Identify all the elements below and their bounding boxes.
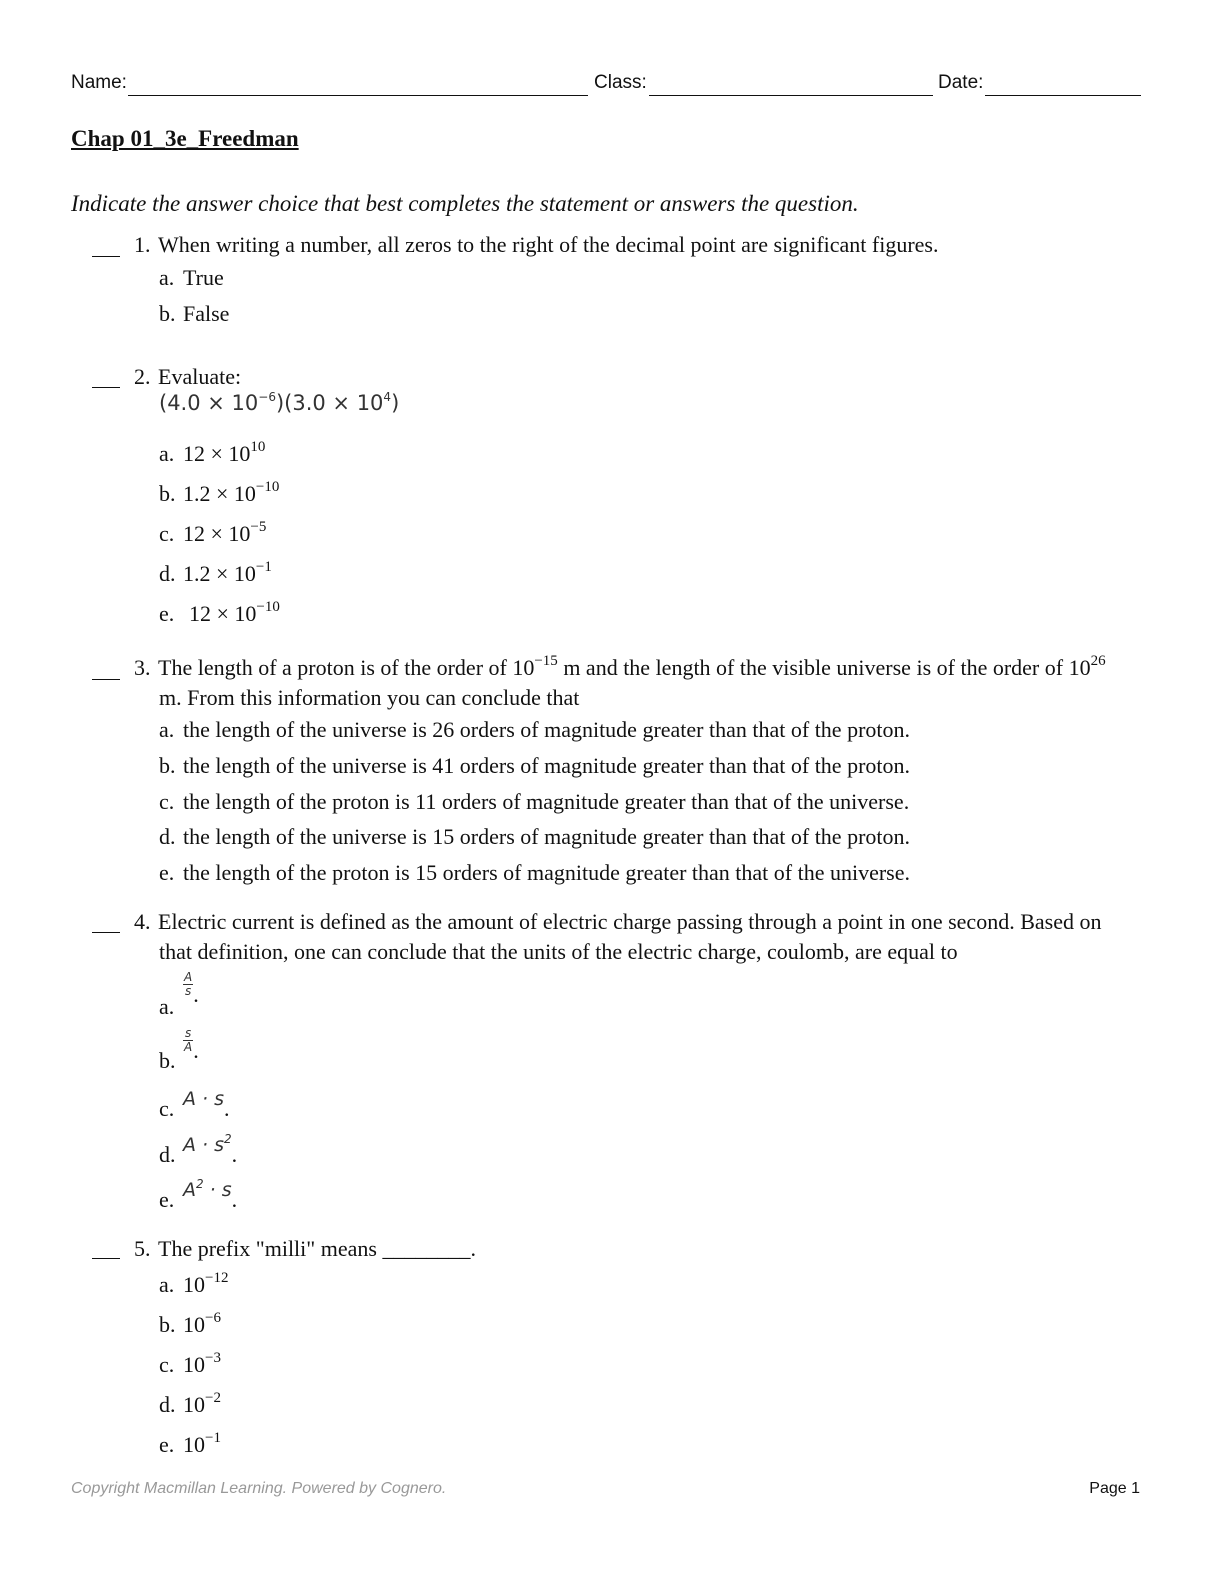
option-q3-c[interactable]: c. the length of the proton is 11 orders of magnitude greater than that of the universe. — [159, 789, 910, 814]
option-q3-d[interactable]: d. the length of the universe is 15 orders of magnitude greater than that of the proton. — [159, 824, 911, 849]
option-q3-b[interactable]: b. the length of the universe is 41 orders of magnitude greater than that of the proton. — [159, 753, 911, 778]
option-q5-b[interactable]: b. $10^{-6}$ — [159, 1310, 221, 1337]
question-number: 2. — [134, 364, 151, 389]
option-q5-e[interactable]: e. $10^{-1}$ — [159, 1430, 221, 1457]
option-q2-c[interactable]: c. $12 \times 10^{-5}$ — [159, 519, 267, 546]
question-5: 5. The prefix "milli" means ________. — [134, 1236, 476, 1261]
question-text: When writing a number, all zeros to the right of the decimal point are significant figures. — [158, 232, 939, 257]
option-q3-e[interactable]: e. the length of the proton is 15 orders of magnitude greater than that of the universe. — [159, 860, 911, 885]
answer-blank-q1[interactable] — [92, 256, 120, 257]
option-q5-d[interactable]: d. $10^{-2}$ — [159, 1390, 221, 1417]
name-label: Name: — [71, 72, 127, 93]
instructions: Indicate the answer choice that best completes the statement or answers the question. — [71, 191, 859, 216]
class-label: Class: — [594, 72, 647, 93]
chapter-title: Chap 01_3e_Freedman — [71, 126, 299, 151]
option-q2-a[interactable]: a. $12 \times 10^{10}$ — [159, 439, 266, 466]
option-q4-b[interactable]: b. $\frac{s}{A}$ . — [159, 1026, 199, 1073]
answer-blank-q4[interactable] — [92, 932, 120, 933]
option-q5-a[interactable]: a. $10^{-12}$ — [159, 1270, 229, 1297]
answer-blank-q2[interactable] — [92, 387, 120, 388]
option-q2-b[interactable]: b. $1.2 \times 10^{-10}$ — [159, 479, 280, 506]
option-q4-c[interactable]: c. A · s. — [159, 1088, 230, 1121]
question-4-continued: that definition, one can conclude that the units of the electric charge, coulomb, are equal to — [159, 939, 958, 964]
fraction-a-over-s: $\frac{A}{s}$ — [184, 970, 193, 999]
footer-copyright: Copyright Macmillan Learning. Powered by Cognero. — [71, 1480, 447, 1497]
date-blank-line — [985, 95, 1141, 96]
option-q1-b[interactable]: b. False — [159, 301, 230, 326]
page-number: Page 1 — [1089, 1480, 1140, 1497]
question-number: 1. — [134, 232, 151, 257]
question-text: Evaluate: — [158, 364, 242, 389]
question-2 — [134, 362, 1124, 391]
question-3: 3. The length of a proton is of the order of $10^{-15}$ m and the length of the visible universe is of the order of $10^{26}$ — [134, 653, 1106, 680]
option-q1-a[interactable]: a. True — [159, 265, 224, 290]
option-q4-a[interactable]: a. $\frac{A}{s}$ . — [159, 970, 199, 1019]
question-1 — [134, 230, 1124, 259]
option-q4-e[interactable]: e. $A^2 \cdot s$. — [159, 1177, 238, 1212]
expression-q2: $(4.0 \times 10^{-6})(3.0 \times 10^4)$ — [159, 390, 400, 415]
question-4: 4. Electric current is defined as the amount of electric charge passing through a point in one second. Based on — [134, 909, 1102, 934]
option-q3-a[interactable]: a. the length of the universe is 26 orders of magnitude greater than that of the proton. — [159, 717, 911, 742]
answer-blank-q3[interactable] — [92, 679, 120, 680]
option-q4-d[interactable]: d. $A \cdot s^2$. — [159, 1132, 238, 1167]
option-q2-e[interactable]: e. $12 \times 10^{-10}$ — [159, 599, 280, 626]
fraction-s-over-a: $\frac{s}{A}$ — [184, 1026, 193, 1055]
option-q5-c[interactable]: c. $10^{-3}$ — [159, 1350, 221, 1377]
option-q2-d[interactable]: d. $1.2 \times 10^{-1}$ — [159, 559, 272, 586]
student-info-header — [71, 70, 1141, 100]
name-blank-line — [128, 95, 588, 96]
date-label: Date: — [938, 72, 984, 93]
question-3-continued: m. From this information you can conclude that — [159, 685, 580, 710]
class-blank-line — [649, 95, 933, 96]
answer-blank-q5[interactable] — [92, 1258, 120, 1259]
